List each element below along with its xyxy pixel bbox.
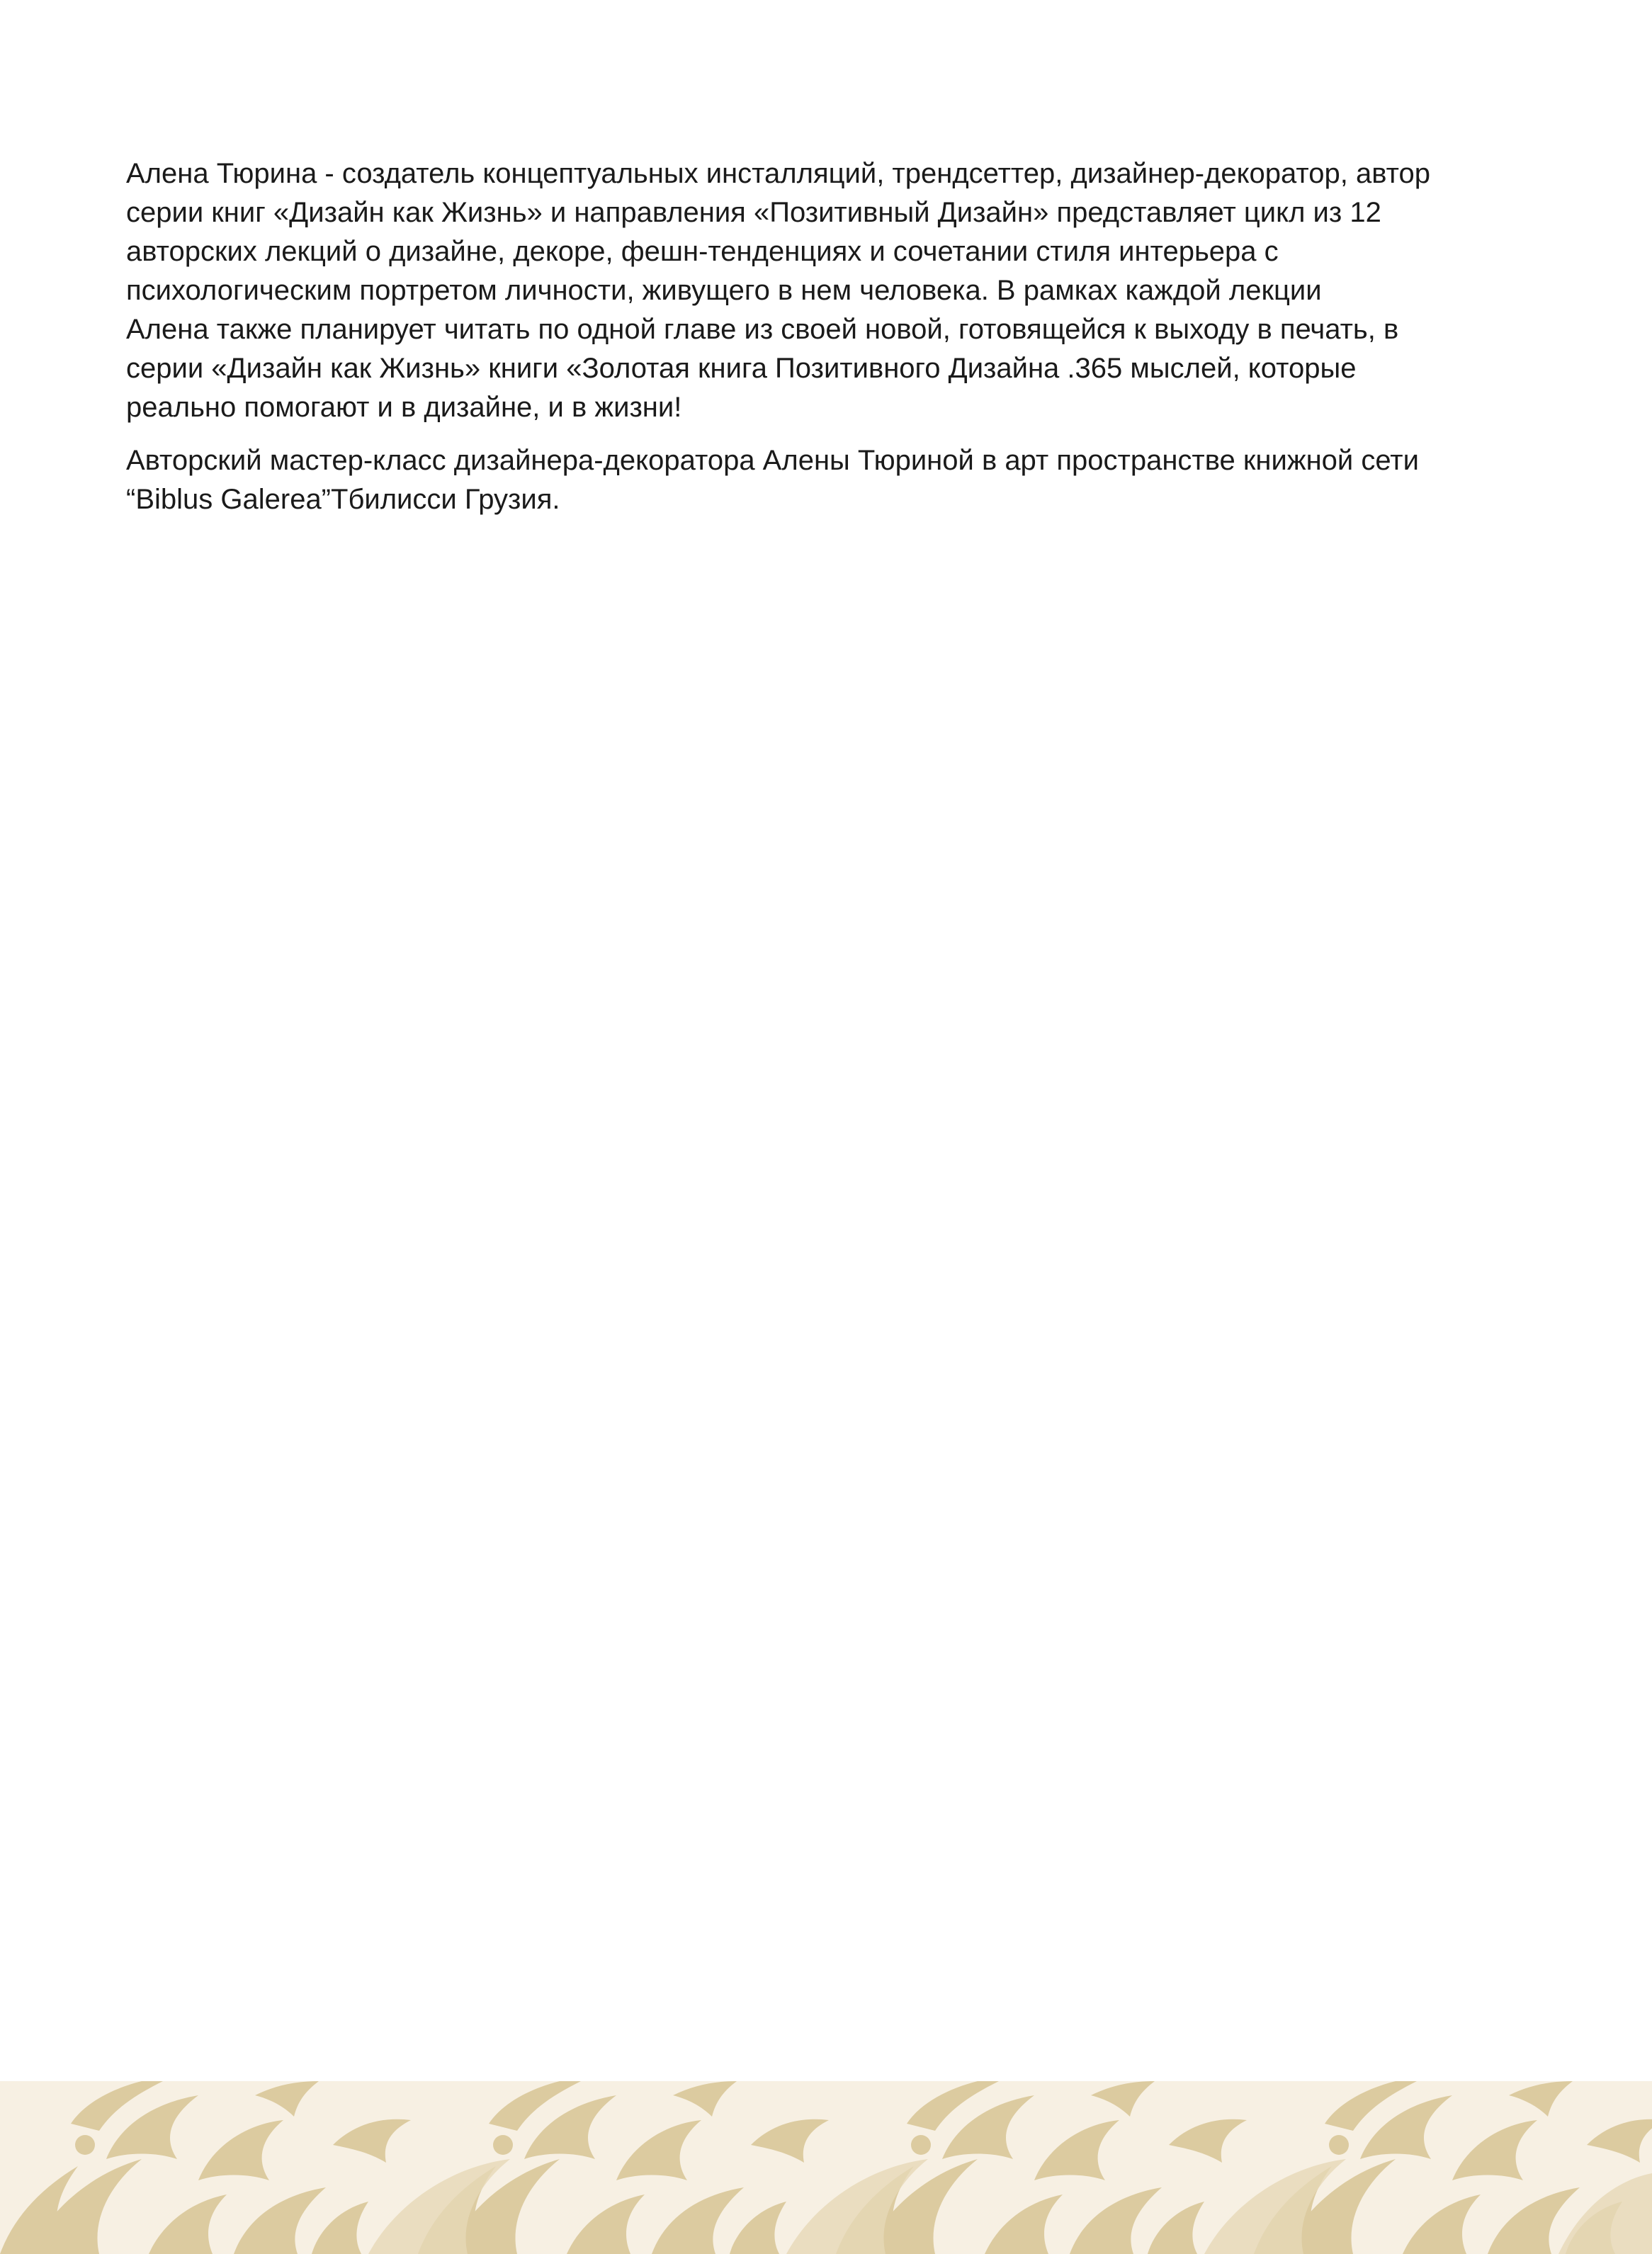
damask-ornament-footer — [0, 2081, 1652, 2254]
document-body — [126, 154, 1507, 519]
masterclass-paragraph: Авторский мастер-класс дизайнера-декоратора Алены Тюриной в арт пространстве книжной сети “Biblus Galerea”Тбилисси Грузия. — [126, 445, 1419, 515]
intro-paragraph: Алена Тюрина - создатель концептуальных инсталляций, трендсеттер, дизайнер-декоратор, автор серии книг «Дизайн как Жизнь» и направления «Позитивный Дизайн» представляет цикл из 12 авторских лекций о дизайне, декоре, фешн-тенденциях и сочетании стиля интерьера с психологическим портретом личности, живущего в нем человека. В рамках каждой лекции Алена также планирует читать по одной главе из своей новой, готовящейся к выходу в печать, в серии «Дизайн как Жизнь» книги «Золотая книга Позитивного Дизайна .365 мыслей, которые реально помогают и в дизайне, и в жизни! — [126, 158, 1430, 423]
